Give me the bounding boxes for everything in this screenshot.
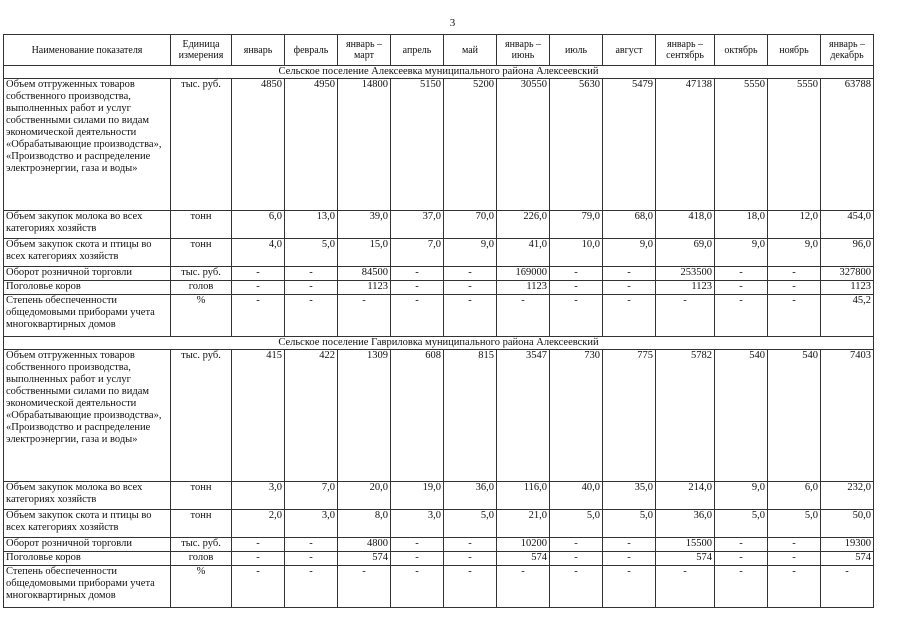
indicator-name: Объем отгруженных товаров собственного производства, выполненных работ и услуг собственными силами по видам экономической деятельности «Обрабатывающие производства», «Производство и распределение электроэнергии, газа и воды» bbox=[4, 350, 171, 482]
unit-cell: тонн bbox=[171, 482, 232, 510]
value-cell: 20,0 bbox=[338, 482, 391, 510]
table-row bbox=[4, 239, 874, 267]
value-cell: 13,0 bbox=[285, 211, 338, 239]
value-cell: 5,0 bbox=[715, 510, 768, 538]
column-header-month: август bbox=[603, 35, 656, 66]
value-cell: - bbox=[821, 566, 874, 608]
value-cell: - bbox=[715, 566, 768, 608]
column-header-month: январь – сентябрь bbox=[656, 35, 715, 66]
table-row bbox=[4, 552, 874, 566]
value-cell: - bbox=[232, 281, 285, 295]
unit-cell: тыс. руб. bbox=[171, 79, 232, 211]
value-cell: 40,0 bbox=[550, 482, 603, 510]
indicator-name: Оборот розничной торговли bbox=[4, 538, 171, 552]
value-cell: - bbox=[391, 295, 444, 337]
value-cell: 327800 bbox=[821, 267, 874, 281]
value-cell: 574 bbox=[338, 552, 391, 566]
value-cell: 5,0 bbox=[550, 510, 603, 538]
value-cell: 1123 bbox=[338, 281, 391, 295]
value-cell: 3547 bbox=[497, 350, 550, 482]
value-cell: - bbox=[550, 295, 603, 337]
indicator-name: Объем закупок скота и птицы во всех категориях хозяйств bbox=[4, 510, 171, 538]
value-cell: - bbox=[444, 281, 497, 295]
value-cell: 3,0 bbox=[232, 482, 285, 510]
value-cell: 6,0 bbox=[232, 211, 285, 239]
value-cell: - bbox=[338, 566, 391, 608]
value-cell: 4,0 bbox=[232, 239, 285, 267]
value-cell: - bbox=[497, 566, 550, 608]
value-cell: - bbox=[444, 538, 497, 552]
value-cell: - bbox=[768, 538, 821, 552]
value-cell: 730 bbox=[550, 350, 603, 482]
table-row bbox=[4, 211, 874, 239]
value-cell: - bbox=[768, 552, 821, 566]
indicator-name: Объем закупок молока во всех категориях хозяйств bbox=[4, 482, 171, 510]
value-cell: - bbox=[232, 552, 285, 566]
value-cell: 9,0 bbox=[715, 239, 768, 267]
value-cell: 12,0 bbox=[768, 211, 821, 239]
indicator-name: Объем закупок скота и птицы во всех категориях хозяйств bbox=[4, 239, 171, 267]
value-cell: 79,0 bbox=[550, 211, 603, 239]
value-cell: 116,0 bbox=[497, 482, 550, 510]
value-cell: 14800 bbox=[338, 79, 391, 211]
unit-cell: голов bbox=[171, 552, 232, 566]
value-cell: - bbox=[550, 281, 603, 295]
unit-cell: % bbox=[171, 295, 232, 337]
indicator-name: Степень обеспеченности общедомовыми приборами учета многоквартирных домов bbox=[4, 566, 171, 608]
unit-cell: тыс. руб. bbox=[171, 267, 232, 281]
unit-cell: тонн bbox=[171, 510, 232, 538]
value-cell: 41,0 bbox=[497, 239, 550, 267]
header-row bbox=[4, 35, 874, 66]
value-cell: 169000 bbox=[497, 267, 550, 281]
value-cell: 232,0 bbox=[821, 482, 874, 510]
value-cell: - bbox=[603, 281, 656, 295]
value-cell: - bbox=[603, 267, 656, 281]
value-cell: - bbox=[715, 552, 768, 566]
value-cell: - bbox=[715, 538, 768, 552]
value-cell: 10200 bbox=[497, 538, 550, 552]
table-row bbox=[4, 350, 874, 482]
column-header-month: ноябрь bbox=[768, 35, 821, 66]
value-cell: - bbox=[338, 295, 391, 337]
table-row bbox=[4, 482, 874, 510]
value-cell: 8,0 bbox=[338, 510, 391, 538]
value-cell: 6,0 bbox=[768, 482, 821, 510]
section-title: Сельское поселение Алексеевка муниципального района Алексеевский bbox=[4, 66, 874, 79]
value-cell: 7,0 bbox=[391, 239, 444, 267]
value-cell: 4850 bbox=[232, 79, 285, 211]
value-cell: 5550 bbox=[715, 79, 768, 211]
value-cell: 50,0 bbox=[821, 510, 874, 538]
value-cell: - bbox=[715, 295, 768, 337]
value-cell: - bbox=[603, 538, 656, 552]
value-cell: 36,0 bbox=[444, 482, 497, 510]
value-cell: 5479 bbox=[603, 79, 656, 211]
indicators-table bbox=[3, 34, 874, 608]
indicator-name: Объем закупок молока во всех категориях хозяйств bbox=[4, 211, 171, 239]
value-cell: 775 bbox=[603, 350, 656, 482]
unit-cell: % bbox=[171, 566, 232, 608]
value-cell: - bbox=[656, 295, 715, 337]
value-cell: 253500 bbox=[656, 267, 715, 281]
table-row bbox=[4, 538, 874, 552]
table-row bbox=[4, 267, 874, 281]
value-cell: 69,0 bbox=[656, 239, 715, 267]
value-cell: 19300 bbox=[821, 538, 874, 552]
column-header-month: январь – декабрь bbox=[821, 35, 874, 66]
value-cell: 4950 bbox=[285, 79, 338, 211]
value-cell: 15500 bbox=[656, 538, 715, 552]
value-cell: 84500 bbox=[338, 267, 391, 281]
value-cell: 574 bbox=[656, 552, 715, 566]
value-cell: - bbox=[444, 295, 497, 337]
indicator-name: Степень обеспеченности общедомовыми приборами учета многоквартирных домов bbox=[4, 295, 171, 337]
value-cell: - bbox=[391, 566, 444, 608]
value-cell: 9,0 bbox=[768, 239, 821, 267]
value-cell: 5550 bbox=[768, 79, 821, 211]
value-cell: 19,0 bbox=[391, 482, 444, 510]
value-cell: 415 bbox=[232, 350, 285, 482]
value-cell: 7403 bbox=[821, 350, 874, 482]
page-number: 3 bbox=[449, 17, 456, 29]
value-cell: 226,0 bbox=[497, 211, 550, 239]
value-cell: 454,0 bbox=[821, 211, 874, 239]
column-header-month: октябрь bbox=[715, 35, 768, 66]
unit-cell: тонн bbox=[171, 239, 232, 267]
section-row bbox=[4, 337, 874, 350]
value-cell: 30550 bbox=[497, 79, 550, 211]
value-cell: 2,0 bbox=[232, 510, 285, 538]
value-cell: 3,0 bbox=[391, 510, 444, 538]
value-cell: 9,0 bbox=[444, 239, 497, 267]
indicator-name: Оборот розничной торговли bbox=[4, 267, 171, 281]
value-cell: - bbox=[768, 566, 821, 608]
value-cell: 70,0 bbox=[444, 211, 497, 239]
value-cell: 5,0 bbox=[603, 510, 656, 538]
value-cell: - bbox=[444, 552, 497, 566]
value-cell: 18,0 bbox=[715, 211, 768, 239]
value-cell: - bbox=[391, 281, 444, 295]
table-row bbox=[4, 79, 874, 211]
value-cell: - bbox=[768, 267, 821, 281]
value-cell: - bbox=[285, 281, 338, 295]
value-cell: 35,0 bbox=[603, 482, 656, 510]
value-cell: - bbox=[656, 566, 715, 608]
value-cell: 15,0 bbox=[338, 239, 391, 267]
value-cell: - bbox=[232, 295, 285, 337]
table-row bbox=[4, 281, 874, 295]
unit-cell: тыс. руб. bbox=[171, 350, 232, 482]
value-cell: 5782 bbox=[656, 350, 715, 482]
value-cell: - bbox=[444, 566, 497, 608]
column-header-month: январь bbox=[232, 35, 285, 66]
indicator-name: Объем отгруженных товаров собственного производства, выполненных работ и услуг собственными силами по видам экономической деятельности «Обрабатывающие производства», «Производство и распределение электроэнергии, газа и воды» bbox=[4, 79, 171, 211]
value-cell: 608 bbox=[391, 350, 444, 482]
value-cell: 36,0 bbox=[656, 510, 715, 538]
value-cell: - bbox=[285, 267, 338, 281]
value-cell: - bbox=[391, 267, 444, 281]
value-cell: 39,0 bbox=[338, 211, 391, 239]
value-cell: - bbox=[715, 281, 768, 295]
value-cell: 5,0 bbox=[444, 510, 497, 538]
value-cell: - bbox=[715, 267, 768, 281]
value-cell: 815 bbox=[444, 350, 497, 482]
value-cell: - bbox=[550, 538, 603, 552]
table-row bbox=[4, 510, 874, 538]
value-cell: - bbox=[391, 552, 444, 566]
value-cell: - bbox=[391, 538, 444, 552]
value-cell: - bbox=[444, 267, 497, 281]
value-cell: 5,0 bbox=[768, 510, 821, 538]
value-cell: 540 bbox=[715, 350, 768, 482]
value-cell: - bbox=[768, 295, 821, 337]
column-header-month: июль bbox=[550, 35, 603, 66]
value-cell: - bbox=[285, 566, 338, 608]
value-cell: - bbox=[550, 267, 603, 281]
value-cell: - bbox=[768, 281, 821, 295]
value-cell: 1123 bbox=[497, 281, 550, 295]
table-row bbox=[4, 295, 874, 337]
value-cell: 47138 bbox=[656, 79, 715, 211]
value-cell: 45,2 bbox=[821, 295, 874, 337]
value-cell: 5200 bbox=[444, 79, 497, 211]
value-cell: - bbox=[232, 538, 285, 552]
value-cell: 10,0 bbox=[550, 239, 603, 267]
value-cell: - bbox=[603, 552, 656, 566]
column-header-name: Наименование показателя bbox=[4, 35, 171, 66]
table-row bbox=[4, 566, 874, 608]
value-cell: 37,0 bbox=[391, 211, 444, 239]
unit-cell: тыс. руб. bbox=[171, 538, 232, 552]
value-cell: 1123 bbox=[821, 281, 874, 295]
value-cell: 1123 bbox=[656, 281, 715, 295]
value-cell: - bbox=[232, 267, 285, 281]
value-cell: 5630 bbox=[550, 79, 603, 211]
section-title: Сельское поселение Гавриловка муниципального района Алексеевский bbox=[4, 337, 874, 350]
value-cell: 96,0 bbox=[821, 239, 874, 267]
value-cell: 1309 bbox=[338, 350, 391, 482]
column-header-month: январь – март bbox=[338, 35, 391, 66]
value-cell: - bbox=[497, 295, 550, 337]
value-cell: - bbox=[232, 566, 285, 608]
value-cell: - bbox=[603, 295, 656, 337]
indicator-name: Поголовье коров bbox=[4, 552, 171, 566]
value-cell: 5150 bbox=[391, 79, 444, 211]
value-cell: 418,0 bbox=[656, 211, 715, 239]
section-row bbox=[4, 66, 874, 79]
value-cell: - bbox=[550, 552, 603, 566]
value-cell: 68,0 bbox=[603, 211, 656, 239]
value-cell: 214,0 bbox=[656, 482, 715, 510]
value-cell: 63788 bbox=[821, 79, 874, 211]
unit-cell: голов bbox=[171, 281, 232, 295]
column-header-month: февраль bbox=[285, 35, 338, 66]
value-cell: - bbox=[285, 538, 338, 552]
value-cell: - bbox=[603, 566, 656, 608]
value-cell: - bbox=[550, 566, 603, 608]
value-cell: 9,0 bbox=[715, 482, 768, 510]
value-cell: 3,0 bbox=[285, 510, 338, 538]
value-cell: 574 bbox=[497, 552, 550, 566]
column-header-month: апрель bbox=[391, 35, 444, 66]
value-cell: 5,0 bbox=[285, 239, 338, 267]
value-cell: 540 bbox=[768, 350, 821, 482]
value-cell: - bbox=[285, 552, 338, 566]
value-cell: 7,0 bbox=[285, 482, 338, 510]
value-cell: 9,0 bbox=[603, 239, 656, 267]
column-header-month: май bbox=[444, 35, 497, 66]
column-header-unit: Единица измерения bbox=[171, 35, 232, 66]
value-cell: 574 bbox=[821, 552, 874, 566]
value-cell: 21,0 bbox=[497, 510, 550, 538]
value-cell: - bbox=[285, 295, 338, 337]
indicator-name: Поголовье коров bbox=[4, 281, 171, 295]
column-header-month: январь – июнь bbox=[497, 35, 550, 66]
value-cell: 4800 bbox=[338, 538, 391, 552]
unit-cell: тонн bbox=[171, 211, 232, 239]
value-cell: 422 bbox=[285, 350, 338, 482]
